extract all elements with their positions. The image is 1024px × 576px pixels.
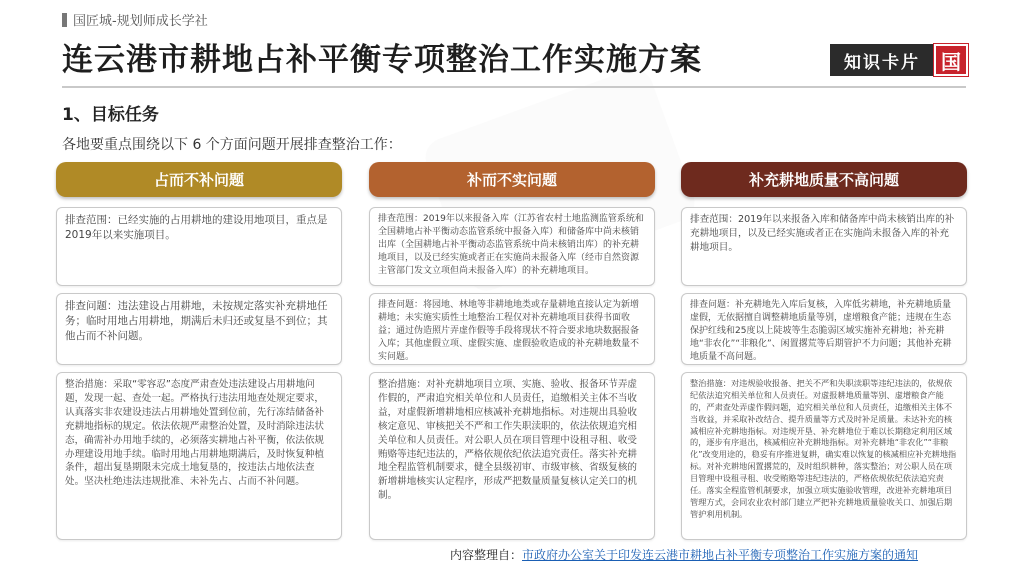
source-note [450, 546, 918, 563]
source-label: 内容整理自： [450, 548, 523, 562]
problem-text: 排查问题：将园地、林地等非耕地地类或存量耕地直接认定为新增耕地；未实施实质性土地整治工程仅对补充耕地项目获得书面收益；通过伪造照片弄虚作假等手段将现状不符合要求地块数据报备入库；其他虚假立项、虚假实施、虚假验收造成的补充耕地数量不实问题。 [378, 300, 640, 363]
section-intro: 各地要重点围绕以下 6 个方面问题开展排查整治工作： [62, 137, 402, 153]
title-divider [62, 86, 966, 88]
seal-icon: 国 [934, 44, 968, 76]
column-header [369, 162, 655, 197]
card-tag-label: 知识卡片 [830, 44, 934, 76]
problem-box [681, 293, 967, 365]
measures-text: 整治措施：采取“零容忍”态度严肃查处违法建设占用耕地问题，发现一起、查处一起。严格执行违法用地查处规定要求，认真落实非农建设违法占用耕地处置到位前，先行冻结储备补充耕地指标的规定。依法依规严肃整治处置，及时消除违法状态，确需补办用地手续的，必须落实耕地占补平衡，依法依规办理建设用地手续。临时用地占用耕地期满后，及时恢复种植条件，超出复垦期限未完成土地复垦的，按违法占地依法查处。坚决杜绝违法违规批准、未补先占、占而不补问题。 [65, 379, 325, 488]
knowledge-card-tag [830, 44, 968, 76]
scope-box [681, 207, 967, 286]
scope-box [369, 207, 655, 286]
section-title: 1、目标任务 [62, 105, 159, 125]
brand-mark-icon [62, 13, 67, 27]
column-occupy-no-supplement [56, 162, 342, 488]
measures-text: 整治措施：对补充耕地项目立项、实施、验收、报备环节弄虚作假的，严肃追究相关单位和人员责任，追缴相关主体不当收益，对虚假新增耕地相应核减补充耕地指标。对违规出具验收核定意见、审核把关不严和工作失职渎职的，依法依规追究相关单位和人员责任。对公职人员在项目管理中设租寻租、收受贿赂等违纪违法的，严格依规依纪依法追究责任。落实补充耕地全程监管机制要求，健全县级初审、市级审核、省级复核的新增耕地核实认定程序，形成严把数量质量复核认定关口的机制。 [378, 379, 638, 502]
source-link[interactable]: 市政府办公室关于印发连云港市耕地占补平衡专项整治工作实施方案的通知 [522, 548, 919, 562]
column-supplement-not-real [369, 162, 655, 502]
column-header-label: 占而不补问题 [153, 171, 244, 189]
scope-text: 排查范围：2019年以来报备入库（江苏省农村土地监测监管系统和全国耕地占补平衡动态监管系统中报备入库）和储备库中尚未核销出库（全国耕地占补平衡动态监管系统中尚未核销出库）的补充耕地项目，以及已经实施或者正在实施尚未报备入库（经市自然资源主管部门发文立项但尚未报备入库）的补充耕地项目。 [378, 214, 644, 277]
measures-box [681, 372, 967, 540]
measures-text: 整治措施：对违规验收报备、把关不严和失职渎职等违纪违法的，依规依纪依法追究相关单位和人员责任。对虚报耕地质量等别、虚增粮食产能的，严肃查处弄虚作假问题，追究相关单位和人员责任，追缴相关主体不当收益，并采取补改结合、提升质量等方式及时补足质量。未达补充的核减相应补充耕地指标。对违规开垦、补充耕地位于难以长期稳定利用区域的，逐步有序退出，核减相应补充耕地指标。对补充耕地“非农化”“非粮化”改变用途的，稳妥有序推进复耕，确实难以恢复的核减相应补充耕地指标。对补充耕地闲置撂荒的，及时组织耕种，落实整治；对公职人员在项目管理中设租寻租、收受贿赂等违纪违法的，严格依规依纪依法追究责任。落实全程监管机制要求，加强立项实施验收管理，改进补充耕地项目管理方式，会同农业农村部门建立严把补充耕地质量验收关口、加强后期管护利用机制。 [690, 378, 957, 519]
column-low-quality [681, 162, 967, 519]
brand-text: 国匠城-规划师成长学社 [73, 14, 208, 29]
page-title: 连云港市耕地占补平衡专项整治工作实施方案 [62, 42, 702, 78]
problem-box [56, 293, 342, 365]
column-header-label: 补充耕地质量不高问题 [748, 171, 899, 189]
scope-text: 排查范围：2019年以来报备入库和储备库中尚未核销出库的补充耕地项目，以及已经实施或者正在实施尚未报备入库的补充耕地项目。 [690, 214, 955, 253]
brand-header [62, 10, 208, 29]
problem-text: 排查问题：补充耕地先入库后复核，入库低劣耕地，补充耕地质量虚假，无依据擅自调整耕地质量等别，虚增粮食产能；违规在生态保护红线和25度以上陡坡等生态脆弱区域实施补充耕地；补充耕地“非农化”“非粮化”、闲置撂荒等后期管护不力问题；其他补充耕地质量不高问题。 [690, 300, 952, 363]
column-header [56, 162, 342, 197]
measures-box [369, 372, 655, 540]
problem-box [369, 293, 655, 365]
scope-box [56, 207, 342, 286]
problem-text: 排查问题：违法建设占用耕地，未按规定落实补充耕地任务；临时用地占用耕地，期满后未归还或复垦不到位；其他占而不补问题。 [65, 300, 328, 343]
column-header [681, 162, 967, 197]
measures-box [56, 372, 342, 540]
column-header-label: 补而不实问题 [466, 171, 557, 189]
scope-text: 排查范围：已经实施的占用耕地的建设用地项目，重点是2019年以来实施项目。 [65, 214, 328, 242]
